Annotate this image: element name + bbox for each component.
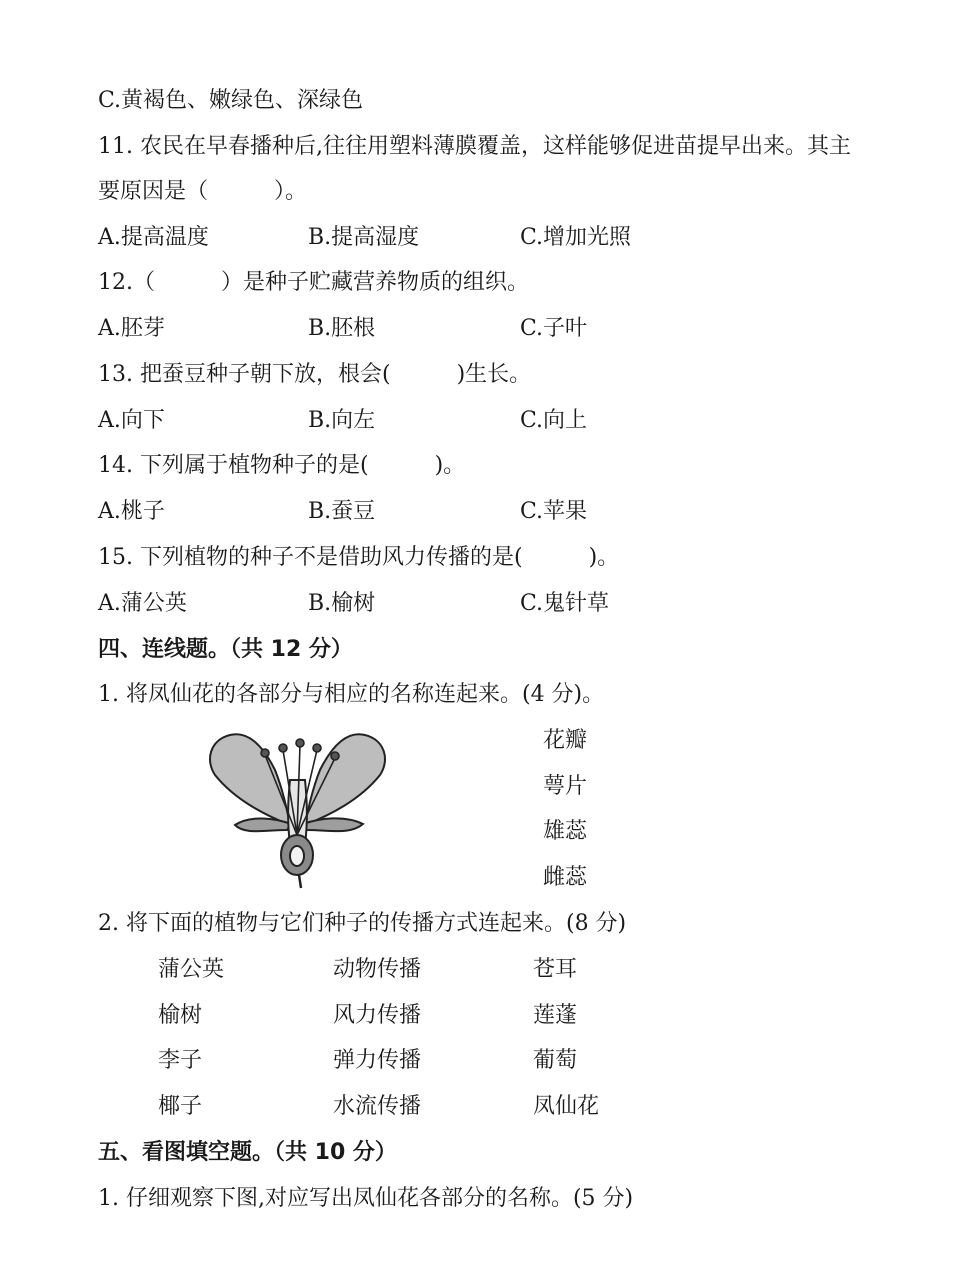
- flower-part-stamen: 雄蕊: [543, 819, 588, 844]
- section-4-q1: 1. 将凤仙花的各部分与相应的名称连起来。(4 分)。: [98, 682, 605, 707]
- flower-part-petal: 花瓣: [543, 728, 588, 753]
- q12-option-a: A.胚芽: [98, 316, 165, 341]
- q15-option-a: A.蒲公英: [98, 591, 187, 616]
- q12-stem: 12.（ ）是种子贮藏营养物质的组织。: [98, 270, 529, 295]
- q14-option-c: C.苹果: [520, 499, 588, 524]
- plant-left-1: 蒲公英: [158, 957, 225, 982]
- q14-option-b: B.蚕豆: [308, 499, 376, 524]
- plant-right-4: 凤仙花: [533, 1094, 600, 1119]
- q13-option-b: B.向左: [308, 408, 376, 433]
- q13-stem: 13. 把蚕豆种子朝下放，根会( )生长。: [98, 362, 532, 387]
- q12-option-c: C.子叶: [520, 316, 588, 341]
- method-1: 动物传播: [333, 957, 422, 982]
- q15-stem: 15. 下列植物的种子不是借助风力传播的是( )。: [98, 545, 620, 570]
- q13-option-c: C.向上: [520, 408, 588, 433]
- method-3: 弹力传播: [333, 1048, 422, 1073]
- q14-option-a: A.桃子: [98, 499, 165, 524]
- plant-left-2: 榆树: [158, 1003, 203, 1028]
- flower-part-pistil: 雌蕊: [543, 865, 588, 890]
- q14-stem: 14. 下列属于植物种子的是( )。: [98, 453, 466, 478]
- q11-option-a: A.提高温度: [98, 225, 209, 250]
- method-4: 水流传播: [333, 1094, 422, 1119]
- q15-option-c: C.鬼针草: [520, 591, 610, 616]
- q11-option-c: C.增加光照: [520, 225, 632, 250]
- plant-right-3: 葡萄: [533, 1048, 578, 1073]
- plant-left-3: 李子: [158, 1048, 203, 1073]
- section-4-heading: 四、连线题。（共 12 分）: [98, 637, 353, 662]
- flower-part-sepal: 萼片: [543, 774, 588, 799]
- plant-left-4: 椰子: [158, 1094, 203, 1119]
- section-5-heading: 五、看图填空题。（共 10 分）: [98, 1140, 397, 1165]
- impatiens-flower-illustration: [195, 720, 395, 890]
- plant-right-1: 苍耳: [533, 957, 578, 982]
- q12-option-b: B.胚根: [308, 316, 376, 341]
- plant-right-2: 莲蓬: [533, 1003, 578, 1028]
- q11-option-b: B.提高湿度: [308, 225, 420, 250]
- section-4-q2: 2. 将下面的植物与它们种子的传播方式连起来。(8 分): [98, 911, 627, 936]
- section-5-q1: 1. 仔细观察下图,对应写出凤仙花各部分的名称。(5 分): [98, 1186, 634, 1211]
- method-2: 风力传播: [333, 1003, 422, 1028]
- q10-option-c: C.黄褐色、嫩绿色、深绿色: [98, 88, 364, 113]
- q11-stem: 11. 农民在早春播种后,往往用塑料薄膜覆盖，这样能够促进苗提早出来。其主: [98, 134, 851, 159]
- q13-option-a: A.向下: [98, 408, 165, 433]
- q15-option-b: B.榆树: [308, 591, 376, 616]
- q11-stem-cont: 要原因是（ ）。: [98, 179, 308, 204]
